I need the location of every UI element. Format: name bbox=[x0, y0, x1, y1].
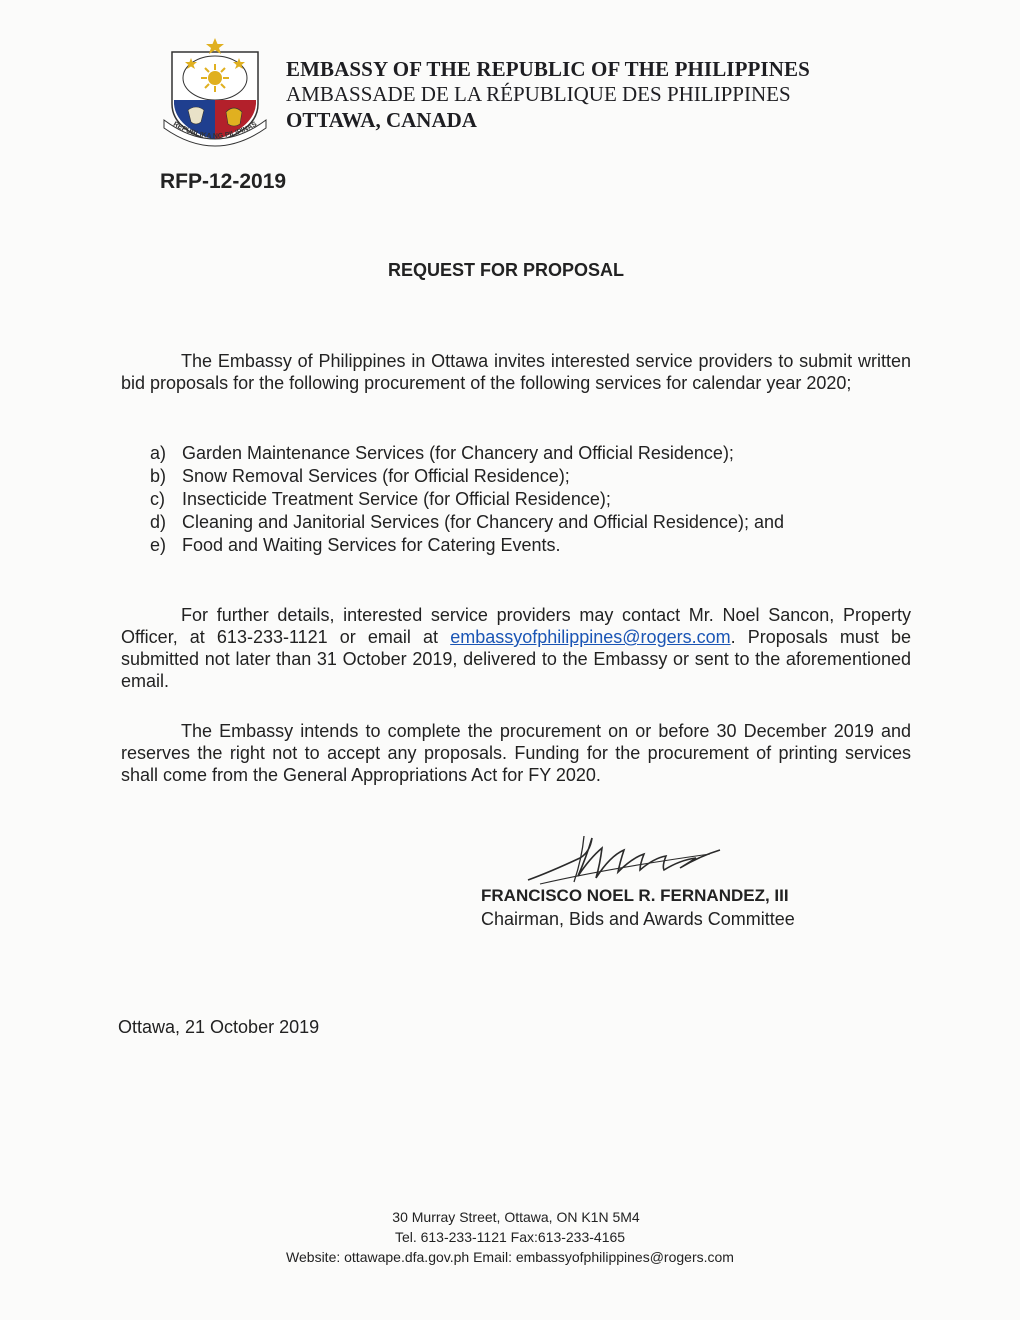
handwritten-signature bbox=[520, 828, 730, 890]
closing-text: The Embassy intends to complete the procurement on or before 30 December 2019 and reserves the right not to accept any proposals. Funding for the procurement of printing services shall come from the General Appropriations Act for FY 2020. bbox=[121, 721, 911, 785]
list-item-text: Insecticide Treatment Service (for Official Residence); bbox=[182, 489, 611, 509]
intro-text: The Embassy of Philippines in Ottawa invites interested service providers to submit written bid proposals for the following procurement of the following services for calendar year 2020; bbox=[121, 351, 911, 393]
email-link[interactable]: embassyofphilippines@rogers.com bbox=[450, 627, 731, 647]
signatory-name: FRANCISCO NOEL R. FERNANDEZ, III bbox=[481, 886, 789, 905]
letterhead-line-3: OTTAWA, CANADA bbox=[286, 108, 477, 132]
reference-number: RFP-12-2019 bbox=[160, 170, 287, 193]
list-item-text: Snow Removal Services (for Official Residence); bbox=[182, 466, 570, 486]
letter-date: Ottawa, 21 October 2019 bbox=[118, 1017, 320, 1037]
list-item bbox=[150, 534, 784, 557]
letterhead-line-1: EMBASSY OF THE REPUBLIC OF THE PHILIPPINES bbox=[286, 57, 810, 81]
details-text: For further details, interested service providers may contact Mr. Noel Sancon, Property Officer, at 613-233-1121 or email at bbox=[121, 605, 911, 647]
seal-text: REPUBLIKA NG PILIPINAS bbox=[171, 120, 259, 141]
footer-phone: Tel. 613-233-1121 Fax:613-233-4165 bbox=[394, 1229, 626, 1245]
details-paragraph bbox=[121, 604, 911, 692]
list-item-text: Garden Maintenance Services (for Chancery and Official Residence); bbox=[182, 443, 734, 463]
signatory-position: Chairman, Bids and Awards Committee bbox=[481, 909, 795, 929]
footer-web: Website: ottawape.dfa.gov.ph Email: embassyofphilippines@rogers.com bbox=[286, 1249, 734, 1265]
details-text-end: . Proposals must be submitted not later than 31 October 2019, delivered to the Embassy or sent to the aforementioned email. bbox=[121, 627, 912, 691]
list-item bbox=[150, 488, 784, 511]
footer bbox=[0, 1207, 1020, 1267]
services-list bbox=[150, 442, 784, 557]
closing-paragraph bbox=[121, 720, 911, 786]
list-item-text: Food and Waiting Services for Catering Events. bbox=[182, 535, 561, 555]
list-marker: b) bbox=[150, 466, 167, 486]
philippine-seal-icon bbox=[156, 30, 274, 154]
list-marker: c) bbox=[150, 489, 165, 509]
letterhead bbox=[286, 56, 810, 133]
document-title: REQUEST FOR PROPOSAL bbox=[388, 260, 625, 280]
list-marker: d) bbox=[150, 512, 167, 532]
list-item bbox=[150, 465, 784, 488]
list-marker: e) bbox=[150, 535, 167, 555]
letterhead-line-2: AMBASSADE DE LA RÉPUBLIQUE DES PHILIPPINES bbox=[286, 82, 791, 106]
list-item-text: Cleaning and Janitorial Services (for Chancery and Official Residence); and bbox=[182, 512, 784, 532]
intro-paragraph bbox=[121, 350, 911, 394]
list-marker: a) bbox=[150, 443, 167, 463]
list-item bbox=[150, 511, 784, 534]
footer-address: 30 Murray Street, Ottawa, ON K1N 5M4 bbox=[392, 1209, 640, 1225]
list-item bbox=[150, 442, 784, 465]
